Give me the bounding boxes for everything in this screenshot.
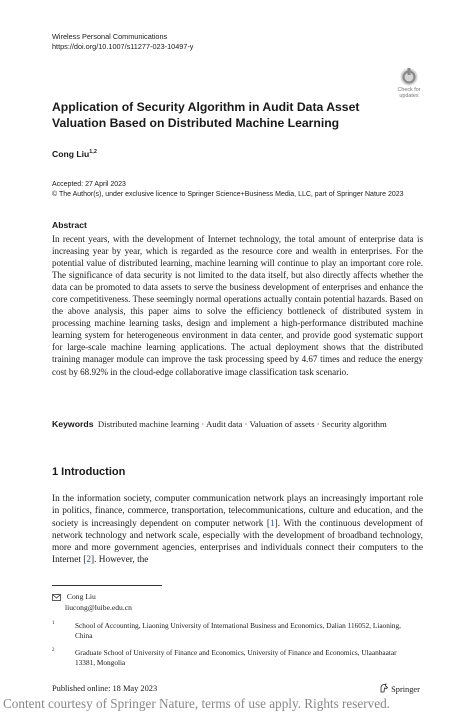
section-heading-introduction: 1 Introduction — [52, 466, 126, 478]
doi-link[interactable]: https://doi.org/10.1007/s11277-023-10497-y — [52, 42, 194, 51]
intro-text-part-b: ]. With the continuous development of network technology and network scale, especially with the development of broadband technology, more and more government agencies, enterprises and individuals connect their computers to the Internet [ — [52, 518, 423, 566]
citation-link-2[interactable]: 2 — [86, 555, 91, 566]
affiliation-text: School of Accounting, Liaoning University of International Business and Economics, Dalian 116052, Liaoning, China — [75, 621, 402, 640]
affiliation-text: Graduate School of University of Finance and Economics, University of Finance and Economics, Ulaanbaatar 13381, Mongolia — [75, 648, 397, 667]
keywords-text: Distributed machine learning · Audit data · Valuation of assets · Security algorithm — [97, 419, 387, 429]
keywords — [52, 418, 423, 430]
published-date: Published online: 18 May 2023 — [52, 684, 158, 693]
intro-text-part-c: ]. However, the — [90, 555, 149, 566]
intro-text-part-a: In the information society, computer communication network plays an increasingly important role in politics, finance, commerce, transportation, telecommunications, culture and education, and the society is increasingly dependent on computer network [ — [52, 494, 423, 529]
badge-line1: Check for — [397, 87, 421, 93]
check-updates-icon — [392, 68, 426, 100]
publisher-name: Springer — [391, 685, 420, 694]
affiliation-number: 2 — [52, 648, 55, 653]
article-title: Application of Security Algorithm in Audit Data Asset Valuation Based on Distributed Machine Learning — [52, 100, 360, 130]
envelope-icon — [52, 594, 61, 601]
check-for-updates-badge[interactable] — [392, 68, 426, 100]
contact-name: Cong Liu — [66, 592, 96, 601]
copyright-line: © The Author(s), under exclusive licence to Springer Science+Business Media, LLC, part of Springer Nature 2023 — [52, 191, 404, 198]
abstract-heading: Abstract — [52, 220, 87, 230]
springer-logo — [379, 683, 420, 694]
citation-link-1[interactable]: 1 — [269, 518, 275, 529]
introduction-text — [52, 493, 423, 567]
badge-line2: updates — [399, 93, 419, 99]
accepted-date: Accepted: 27 April 2023 — [52, 181, 126, 188]
keywords-label: Keywords — [52, 419, 94, 429]
contact-email[interactable]: liucong@luibe.edu.cn — [65, 602, 132, 612]
author-line — [52, 149, 97, 159]
author-affiliation-sup: 1,2 — [89, 149, 97, 156]
footnote-divider — [52, 585, 162, 586]
abstract-text: In recent years, with the development of Internet technology, the total amount of enterprise data is increasing year by year, which is regarded as the resource core and wealth in enterprises. For the potential value of distributed learning, machine learning will continue to play an important core role. The significance of data security is not limited to the data itself, but also directly affects whether the data can be promoted to data assets to serve the business development of enterprises and enhance the core competitiveness. These seemingly normal operations actually contain potential hazards. Based on the above analysis, this paper aims to solve the efficiency bottleneck of distributed system in processing machine learning tasks, design and implement a high-performance distributed machine learning system for heterogeneous environment in data center, and provide good systematic support for large-scale machine learning applications. The actual deployment shows that the distributed training manager module can improve the task processing speed by 4.67 times and reduce the energy cost by 68.92% in the cloud-edge collaborative image classification task scenario. — [52, 234, 423, 377]
article-dates — [52, 180, 404, 200]
journal-name: Wireless Personal Communications — [52, 32, 168, 41]
author-name[interactable]: Cong Liu — [52, 149, 90, 159]
springer-horse-icon — [379, 683, 389, 693]
courtesy-watermark: Content courtesy of Springer Nature, terms of use apply. Rights reserved. — [3, 696, 390, 711]
corresponding-author — [52, 592, 132, 613]
affiliation-number: 1 — [52, 621, 55, 626]
journal-header — [52, 32, 193, 52]
